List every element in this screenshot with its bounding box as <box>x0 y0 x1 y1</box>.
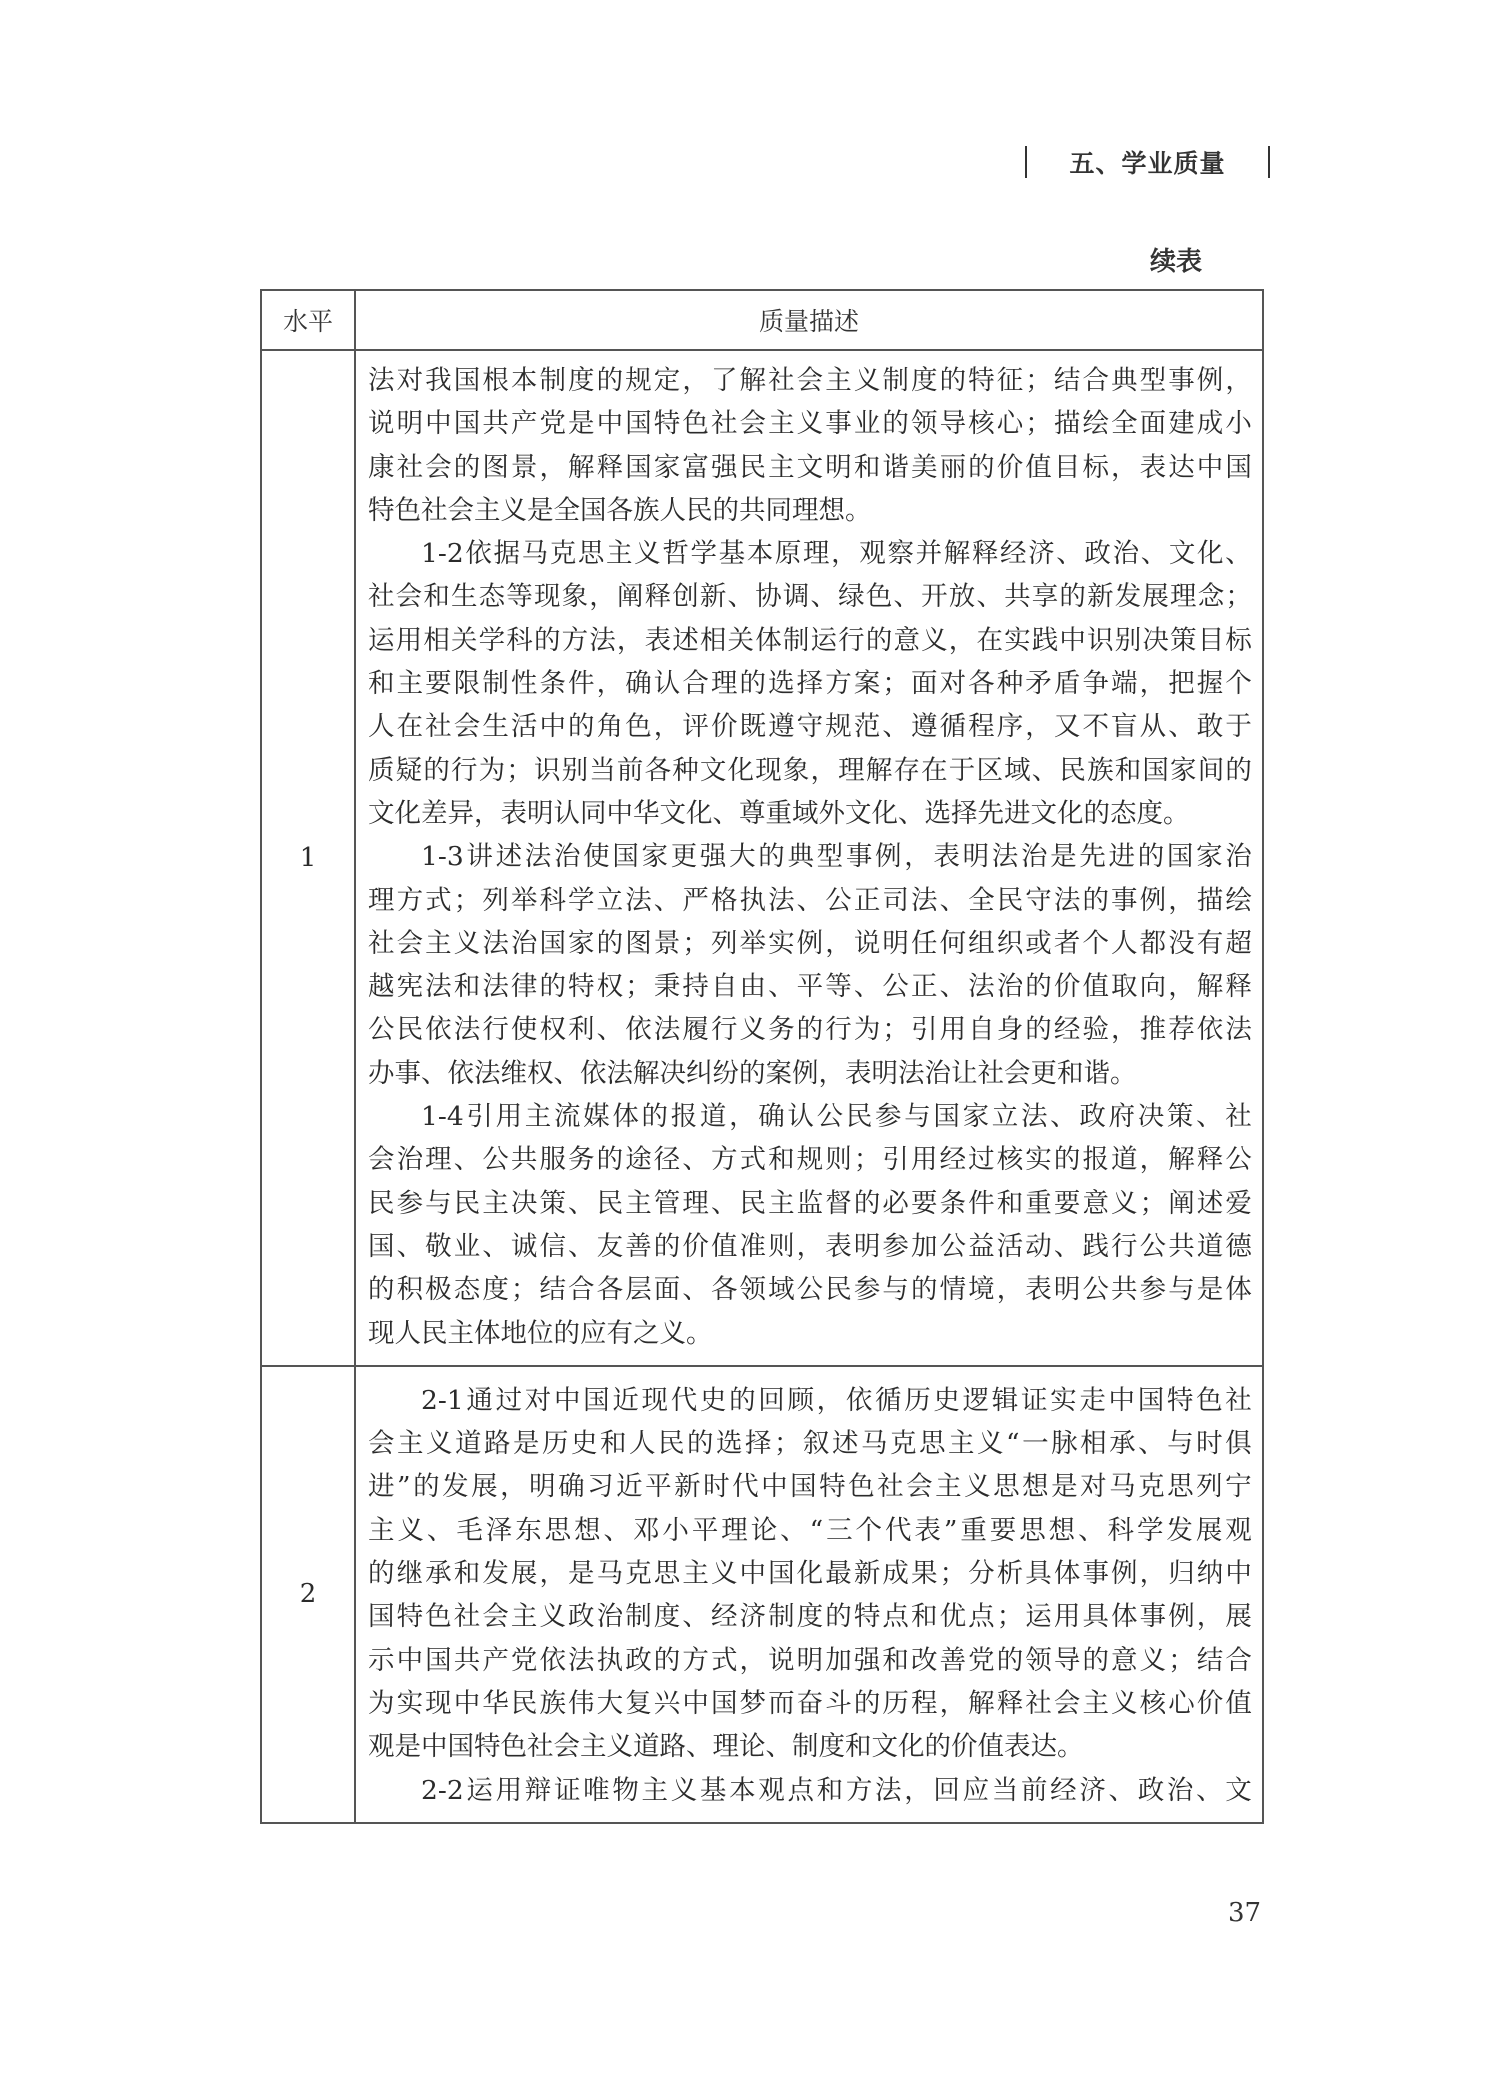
description-line: 2-1 通 过 对 中 国 近 现 代 史 的 回 顾 ， 依 循 历 史 逻 辑 证 实 走 中 国 特 色 社 <box>421 1384 1252 1416</box>
description-line: 文 化 差 异 ， 表 明 认 同 中 华 文 化 、 尊 重 域 外 文 化 、 选 择 先 进 文 化 的 态 度 。 <box>368 797 1190 829</box>
description-line: 现 人 民 主 体 地 位 的 应 有 之 义 。 <box>368 1317 713 1349</box>
description-line: 2-2 运 用 辩 证 唯 物 主 义 基 本 观 点 和 方 法 ， 回 应 当 前 经 济 、 政 治 、 文 <box>421 1774 1252 1806</box>
description-line: 的 继 承 和 发 展 ， 是 马 克 思 主 义 中 国 化 最 新 成 果 ； 分 析 具 体 事 例 ， 归 纳 中 <box>368 1558 1252 1590</box>
continued-label: 续表 <box>1150 247 1203 277</box>
description-line: 和 主 要 限 制 性 条 件 ， 确 认 合 理 的 选 择 方 案 ； 面 对 各 种 矛 盾 争 端 ， 把 握 个 <box>368 668 1252 700</box>
page-number: 37 <box>1228 1898 1262 1928</box>
description-line: 民 参 与 民 主 决 策 、 民 主 管 理 、 民 主 监 督 的 必 要 条 件 和 重 要 意 义 ； 阐 述 爱 <box>368 1187 1252 1219</box>
table-row <box>261 350 1263 1366</box>
table-row <box>261 1366 1263 1823</box>
description-line: 观 是 中 国 特 色 社 会 主 义 道 路 、 理 论 、 制 度 和 文 化 的 价 值 表 达 。 <box>368 1731 1084 1763</box>
header-level: 水平 <box>261 290 355 350</box>
level-cell: 2 <box>261 1366 355 1823</box>
description-line: 主 义 、 毛 泽 东 思 想 、 邓 小 平 理 论 、 “ 三 个 代 表 ” 重 要 思 想 、 科 学 发 展 观 <box>368 1514 1252 1546</box>
description-line: 1-4 引 用 主 流 媒 体 的 报 道 ， 确 认 公 民 参 与 国 家 立 法 、 政 府 决 策 、 社 <box>421 1101 1252 1133</box>
description-line: 说 明 中 国 共 产 党 是 中 国 特 色 社 会 主 义 事 业 的 领 导 核 心 ； 描 绘 全 面 建 成 小 <box>368 408 1252 440</box>
description-cell <box>355 350 1263 1366</box>
description-line: 公 民 依 法 行 使 权 利 、 依 法 履 行 义 务 的 行 为 ； 引 用 自 身 的 经 验 ， 推 荐 依 法 <box>368 1014 1252 1046</box>
header-description: 质量描述 <box>355 290 1263 350</box>
running-header <box>1025 143 1270 181</box>
description-line: 会 主 义 道 路 是 历 史 和 人 民 的 选 择 ； 叙 述 马 克 思 主 义 “ 一 脉 相 承 、 与 时 俱 <box>368 1428 1252 1460</box>
description-line: 运 用 相 关 学 科 的 方 法 ， 表 述 相 关 体 制 运 行 的 意 义 ， 在 实 践 中 识 别 决 策 目 标 <box>368 624 1252 656</box>
description-line: 1-3 讲 述 法 治 使 国 家 更 强 大 的 典 型 事 例 ， 表 明 法 治 是 先 进 的 国 家 治 <box>421 841 1252 873</box>
description-line: 进 ” 的 发 展 ， 明 确 习 近 平 新 时 代 中 国 特 色 社 会 主 义 思 想 是 对 马 克 思 列 宁 <box>368 1471 1252 1503</box>
header-divider-right <box>1268 146 1270 178</box>
description-line: 会 治 理 、 公 共 服 务 的 途 径 、 方 式 和 规 则 ； 引 用 经 过 核 实 的 报 道 ， 解 释 公 <box>368 1144 1252 1176</box>
table-header-row <box>261 290 1263 350</box>
description-line: 国 、 敬 业 、 诚 信 、 友 善 的 价 值 准 则 ， 表 明 参 加 公 益 活 动 、 践 行 公 共 道 德 <box>368 1230 1252 1262</box>
description-line: 示 中 国 共 产 党 依 法 执 政 的 方 式 ， 说 明 加 强 和 改 善 党 的 领 导 的 意 义 ； 结 合 <box>368 1644 1252 1676</box>
description-line: 质 疑 的 行 为 ； 识 别 当 前 各 种 文 化 现 象 ， 理 解 存 在 于 区 域 、 民 族 和 国 家 间 的 <box>368 754 1252 786</box>
description-line: 社 会 主 义 法 治 国 家 的 图 景 ； 列 举 实 例 ， 说 明 任 何 组 织 或 者 个 人 都 没 有 超 <box>368 927 1252 959</box>
description-line: 人 在 社 会 生 活 中 的 角 色 ， 评 价 既 遵 守 规 范 、 遵 循 程 序 ， 又 不 盲 从 、 敢 于 <box>368 711 1252 743</box>
description-line: 办 事 、 依 法 维 权 、 依 法 解 决 纠 纷 的 案 例 ， 表 明 法 治 让 社 会 更 和 谐 。 <box>368 1057 1137 1089</box>
description-line: 为 实 现 中 华 民 族 伟 大 复 兴 中 国 梦 而 奋 斗 的 历 程 ， 解 释 社 会 主 义 核 心 价 值 <box>368 1687 1252 1719</box>
header-divider-left <box>1025 146 1027 178</box>
description-line: 理 方 式 ； 列 举 科 学 立 法 、 严 格 执 法 、 公 正 司 法 、 全 民 守 法 的 事 例 ， 描 绘 <box>368 884 1252 916</box>
quality-table <box>260 289 1264 1824</box>
description-line: 康 社 会 的 图 景 ， 解 释 国 家 富 强 民 主 文 明 和 谐 美 丽 的 价 值 目 标 ， 表 达 中 国 <box>368 451 1252 483</box>
description-line: 法 对 我 国 根 本 制 度 的 规 定 ， 了 解 社 会 主 义 制 度 的 特 征 ； 结 合 典 型 事 例 ， <box>368 365 1252 396</box>
description-line: 的 积 极 态 度 ； 结 合 各 层 面 、 各 领 域 公 民 参 与 的 情 境 ， 表 明 公 共 参 与 是 体 <box>368 1274 1252 1306</box>
description-cell <box>355 1366 1263 1823</box>
description-line: 越 宪 法 和 法 律 的 特 权 ； 秉 持 自 由 、 平 等 、 公 正 、 法 治 的 价 值 取 向 ， 解 释 <box>368 971 1252 1003</box>
description-line: 特 色 社 会 主 义 是 全 国 各 族 人 民 的 共 同 理 想 。 <box>368 494 872 526</box>
level-cell: 1 <box>261 350 355 1366</box>
section-title: 五、学业质量 <box>1069 149 1226 178</box>
description-line: 1-2 依 据 马 克 思 主 义 哲 学 基 本 原 理 ， 观 察 并 解 释 经 济 、 政 治 、 文 化 、 <box>421 538 1252 570</box>
description-line: 社 会 和 生 态 等 现 象 ， 阐 释 创 新 、 协 调 、 绿 色 、 开 放 、 共 享 的 新 发 展 理 念 ； <box>368 581 1252 613</box>
description-line: 国 特 色 社 会 主 义 政 治 制 度 、 经 济 制 度 的 特 点 和 优 点 ； 运 用 具 体 事 例 ， 展 <box>368 1601 1252 1633</box>
